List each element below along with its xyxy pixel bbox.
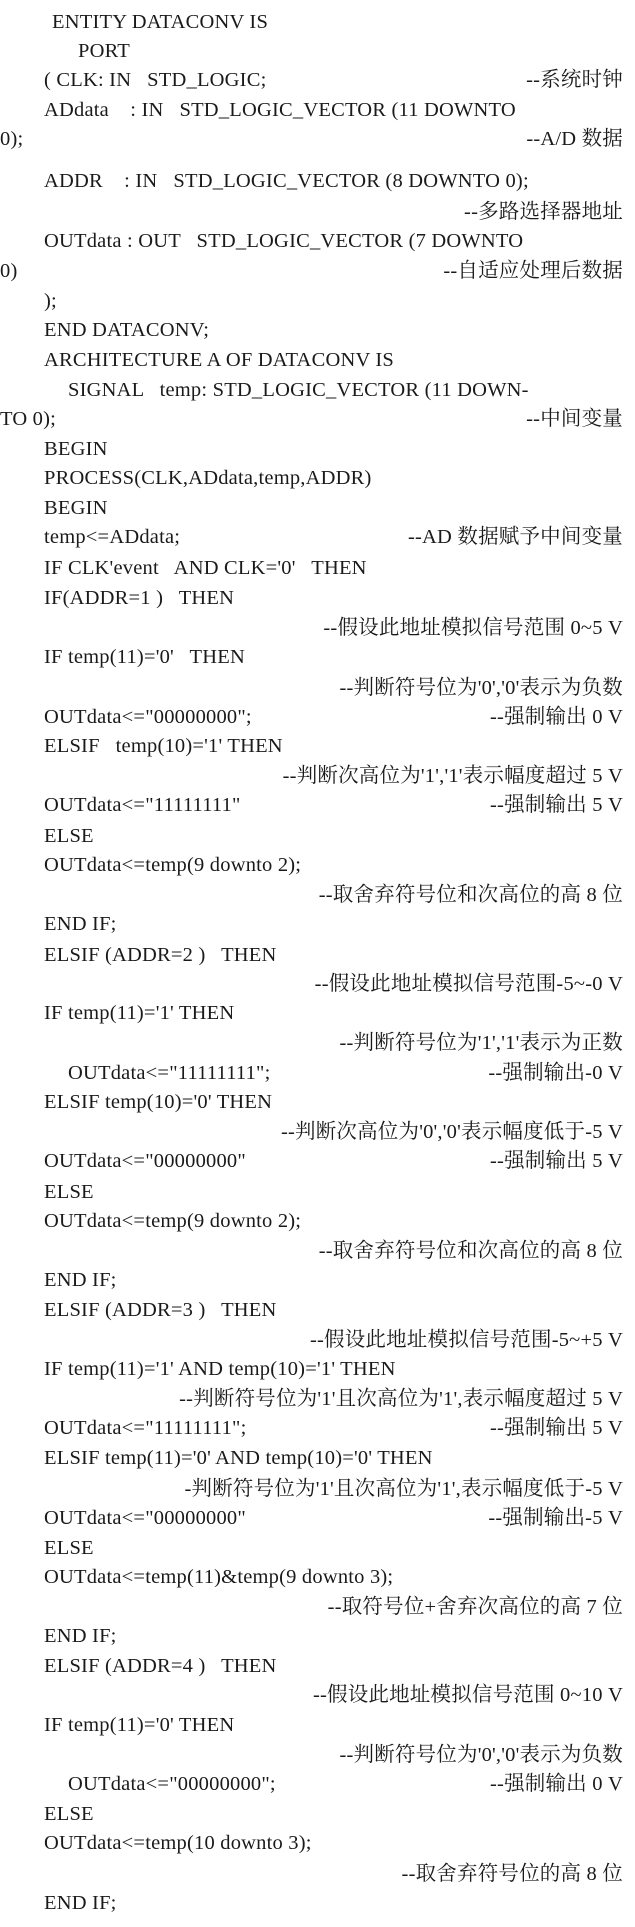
code-line-l09b: --自适应处理后数据 <box>443 260 623 282</box>
code-line-l33: --假设此地址模拟信号范围-5~-0 V <box>314 973 623 995</box>
code-line-l02: PORT <box>78 40 130 62</box>
code-line-l14b: --中间变量 <box>526 408 623 430</box>
code-line-l19: IF CLK'event AND CLK='0' THEN <box>44 557 367 579</box>
code-line-l21: --假设此地址模拟信号范围 0~5 V <box>323 617 623 639</box>
code-line-l48a: OUTdata<="11111111"; <box>44 1417 247 1439</box>
code-line-l06: ADDR : IN STD_LOGIC_VECTOR (8 DOWNTO 0); <box>44 170 529 192</box>
code-line-l60b: --强制输出 0 V <box>490 1773 623 1795</box>
code-line-l62: OUTdata<=temp(10 downto 3); <box>44 1832 312 1854</box>
code-line-l28: ELSE <box>44 825 94 847</box>
code-line-l37: ELSIF temp(10)='0' THEN <box>44 1091 273 1113</box>
code-line-l52: ELSE <box>44 1537 94 1559</box>
code-line-l24a: OUTdata<="00000000"; <box>44 706 252 728</box>
code-line-l53: OUTdata<=temp(11)&temp(9 downto 3); <box>44 1566 394 1588</box>
code-line-l41: OUTdata<=temp(9 downto 2); <box>44 1210 302 1232</box>
code-line-l55: END IF; <box>44 1625 117 1647</box>
code-line-l48b: --强制输出 5 V <box>490 1417 623 1439</box>
code-line-l36a: OUTdata<="11111111"; <box>68 1062 271 1084</box>
code-line-l50: -判断符号位为'1'且次高位为'1',表示幅度低于-5 V <box>184 1478 623 1500</box>
code-line-l43: END IF; <box>44 1269 117 1291</box>
code-line-l16: PROCESS(CLK,ADdata,temp,ADDR) <box>44 467 372 489</box>
code-line-l03a: ( CLK: IN STD_LOGIC; <box>44 69 267 91</box>
code-line-l64: END IF; <box>44 1892 117 1914</box>
code-line-l46: IF temp(11)='1' AND temp(10)='1' THEN <box>44 1358 396 1380</box>
code-line-l24b: --强制输出 0 V <box>490 706 623 728</box>
code-line-l34: IF temp(11)='1' THEN <box>44 1002 235 1024</box>
code-line-l11: END DATACONV; <box>44 319 210 341</box>
code-line-l07: --多路选择器地址 <box>464 201 623 223</box>
code-line-l09a: 0) <box>0 260 18 282</box>
code-line-l31: END IF; <box>44 913 117 935</box>
code-line-l60a: OUTdata<="00000000"; <box>68 1773 276 1795</box>
code-line-l20: IF(ADDR=1 ) THEN <box>44 587 235 609</box>
code-line-l51b: --强制输出-5 V <box>488 1507 623 1529</box>
code-line-l30: --取舍弃符号位和次高位的高 8 位 <box>318 884 623 906</box>
code-line-l38: --判断次高位为'0','0'表示幅度低于-5 V <box>280 1121 623 1143</box>
code-line-l35: --判断符号位为'1','1'表示为正数 <box>339 1032 623 1054</box>
code-line-l29: OUTdata<=temp(9 downto 2); <box>44 854 302 876</box>
code-line-l10: ); <box>44 290 57 312</box>
code-line-l47: --判断符号位为'1'且次高位为'1',表示幅度超过 5 V <box>179 1388 623 1410</box>
code-line-l25: ELSIF temp(10)='1' THEN <box>44 735 283 757</box>
code-line-l45: --假设此地址模拟信号范围-5~+5 V <box>309 1329 623 1351</box>
code-line-l15: BEGIN <box>44 438 108 460</box>
code-line-l59: --判断符号位为'0','0'表示为负数 <box>339 1744 623 1766</box>
code-line-l03b: --系统时钟 <box>526 69 623 91</box>
code-line-l22: IF temp(11)='0' THEN <box>44 646 245 668</box>
code-line-l54: --取符号位+舍弃次高位的高 7 位 <box>327 1596 623 1618</box>
code-line-l17: BEGIN <box>44 497 108 519</box>
code-line-l05b: --A/D 数据 <box>526 128 623 150</box>
code-line-l27b: --强制输出 5 V <box>490 794 623 816</box>
code-line-l18b: --AD 数据赋予中间变量 <box>408 526 623 548</box>
code-line-l04: ADdata : IN STD_LOGIC_VECTOR (11 DOWNTO <box>44 99 516 121</box>
code-line-l39b: --强制输出 5 V <box>490 1150 623 1172</box>
code-line-l13: SIGNAL temp: STD_LOGIC_VECTOR (11 DOWN- <box>68 379 529 401</box>
code-line-l05a: 0); <box>0 128 24 150</box>
code-line-l40: ELSE <box>44 1181 94 1203</box>
code-line-l42: --取舍弃符号位和次高位的高 8 位 <box>318 1240 623 1262</box>
code-line-l51a: OUTdata<="00000000" <box>44 1507 246 1529</box>
code-line-l58: IF temp(11)='0' THEN <box>44 1714 235 1736</box>
code-line-l63: --取舍弃符号位的高 8 位 <box>401 1863 623 1885</box>
code-line-l12: ARCHITECTURE A OF DATACONV IS <box>44 349 395 371</box>
code-line-l61: ELSE <box>44 1803 94 1825</box>
code-line-l14a: TO 0); <box>0 408 57 430</box>
code-line-l08: OUTdata : OUT STD_LOGIC_VECTOR (7 DOWNTO <box>44 230 524 252</box>
code-line-l26: --判断次高位为'1','1'表示幅度超过 5 V <box>282 765 623 787</box>
code-line-l57: --假设此地址模拟信号范围 0~10 V <box>312 1684 623 1706</box>
code-line-l23: --判断符号位为'0','0'表示为负数 <box>339 677 623 699</box>
code-line-l56: ELSIF (ADDR=4 ) THEN <box>44 1655 277 1677</box>
code-line-l32: ELSIF (ADDR=2 ) THEN <box>44 944 277 966</box>
code-line-l18a: temp<=ADdata; <box>44 526 181 548</box>
code-line-l36b: --强制输出-0 V <box>488 1062 623 1084</box>
code-line-l39a: OUTdata<="00000000" <box>44 1150 246 1172</box>
code-line-l27a: OUTdata<="11111111" <box>44 794 241 816</box>
code-line-l01: ENTITY DATACONV IS <box>52 11 269 33</box>
code-line-l44: ELSIF (ADDR=3 ) THEN <box>44 1299 277 1321</box>
code-line-l49: ELSIF temp(11)='0' AND temp(10)='0' THEN <box>44 1447 433 1469</box>
